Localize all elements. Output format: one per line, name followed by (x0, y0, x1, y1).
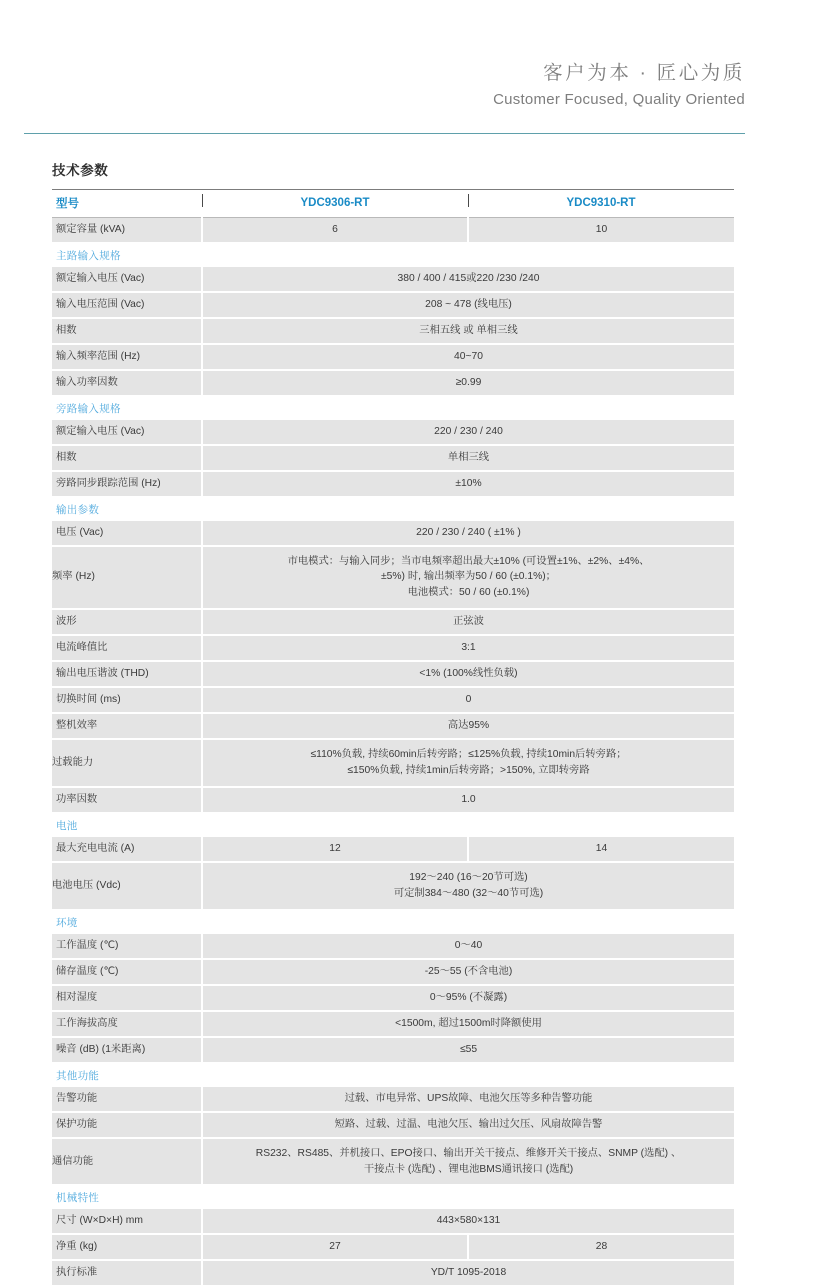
row-value: 443×580×131 (202, 1209, 734, 1234)
table-row (52, 985, 734, 1011)
model-name: YDC9310-RT (566, 197, 636, 209)
row-label: 噪音 (dB) (1米距离) (52, 1037, 202, 1063)
spec-table (52, 189, 734, 1287)
row-value-model-b: 28 (468, 1234, 734, 1260)
row-value: <1% (100%线性负载) (202, 661, 734, 687)
row-value-line: 192～240 (16～20节可选) (409, 871, 528, 883)
row-value (202, 1138, 734, 1186)
table-row (52, 687, 734, 713)
table-row (52, 1234, 734, 1260)
section-header-label: 电池 (52, 813, 734, 837)
table-row (52, 218, 734, 243)
row-value: 1.0 (202, 787, 734, 813)
row-value (202, 862, 734, 910)
row-value: 0 (202, 687, 734, 713)
row-value: YD/T 1095-2018 (202, 1260, 734, 1286)
table-row (52, 292, 734, 318)
table-row (52, 1087, 734, 1112)
table-row (52, 318, 734, 344)
section-header-row (52, 1063, 734, 1087)
row-value: 380 / 400 / 415或220 /230 /240 (202, 267, 734, 292)
row-label: 工作温度 (℃) (52, 934, 202, 959)
table-row (52, 609, 734, 635)
row-label: 波形 (52, 609, 202, 635)
section-header-row (52, 396, 734, 420)
row-label: 保护功能 (52, 1112, 202, 1138)
section-header-label: 环境 (52, 910, 734, 934)
row-value (202, 739, 734, 787)
row-value: 过载、市电异常、UPS故障、电池欠压等多种告警功能 (202, 1087, 734, 1112)
table-row (52, 546, 734, 610)
row-label: 尺寸 (W×D×H) mm (52, 1209, 202, 1234)
brand-tagline-en: Customer Focused, Quality Oriented (493, 91, 745, 109)
header-divider (24, 133, 745, 134)
row-label: 储存温度 (℃) (52, 959, 202, 985)
row-value: 0～40 (202, 934, 734, 959)
table-row (52, 1138, 734, 1186)
row-value-line: ±5%) 时, 输出频率为50 / 60 (±0.1%)； (381, 571, 556, 583)
row-label: 净重 (kg) (52, 1234, 202, 1260)
section-header-label: 机械特性 (52, 1185, 734, 1209)
table-row (52, 661, 734, 687)
row-label: 额定输入电压 (Vac) (52, 267, 202, 292)
row-label: 功率因数 (52, 787, 202, 813)
row-value-line: RS232、RS485、并机接口、EPO接口、输出开关干接点、维修开关干接点、SNMP (选配) 、 (255, 1147, 682, 1159)
model-name: YDC9306-RT (300, 197, 370, 209)
table-row (52, 1260, 734, 1286)
row-value: 208 ~ 478 (线电压) (202, 292, 734, 318)
table-row (52, 787, 734, 813)
page-title: 技术参数 (52, 163, 109, 178)
table-row (52, 837, 734, 862)
header-label: 型号 (52, 190, 202, 217)
table-row (52, 445, 734, 471)
section-header-label: 其他功能 (52, 1063, 734, 1087)
row-label: 相数 (52, 445, 202, 471)
header-model-a (202, 190, 468, 217)
section-header-row (52, 910, 734, 934)
row-value-line: 电池模式：50 / 60 (±0.1%) (407, 587, 530, 599)
table-row (52, 370, 734, 396)
row-value: 3:1 (202, 635, 734, 661)
row-value: 40~70 (202, 344, 734, 370)
row-value: ≥0.99 (202, 370, 734, 396)
row-value: 短路、过载、过温、电池欠压、输出过欠压、风扇故障告警 (202, 1112, 734, 1138)
row-value: 220 / 230 / 240 (202, 420, 734, 445)
row-value: 单相三线 (202, 445, 734, 471)
row-label: 相数 (52, 318, 202, 344)
row-value: 三相五线 或 单相三线 (202, 318, 734, 344)
spec-table-container (52, 189, 734, 1287)
header-model-b (468, 190, 734, 217)
table-row (52, 959, 734, 985)
table-row (52, 1112, 734, 1138)
row-label: 电压 (Vac) (52, 521, 202, 546)
row-label: 额定输入电压 (Vac) (52, 420, 202, 445)
table-row (52, 739, 734, 787)
row-value: <1500m, 超过1500m时降额使用 (202, 1011, 734, 1037)
section-header-row (52, 497, 734, 521)
row-value: 0～95% (不凝露) (202, 985, 734, 1011)
row-value-model-a: 27 (202, 1234, 468, 1260)
section-header-row (52, 1185, 734, 1209)
row-label: 输入电压范围 (Vac) (52, 292, 202, 318)
row-label: 相对湿度 (52, 985, 202, 1011)
row-label: 整机效率 (52, 713, 202, 739)
table-row (52, 267, 734, 292)
row-value-line: 市电模式：与输入同步；当市电频率超出最大±10% (可设置±1%、±2%、±4%、 (287, 555, 650, 567)
table-row (52, 471, 734, 497)
section-header-row (52, 243, 734, 267)
table-row (52, 1037, 734, 1063)
section-header-label: 主路输入规格 (52, 243, 734, 267)
row-value-line: ≤150%负载, 持续1min后转旁路；>150%, 立即转旁路 (347, 765, 590, 777)
row-value-line: 可定制384～480 (32～40节可选) (393, 887, 544, 899)
row-label: 输入频率范围 (Hz) (52, 344, 202, 370)
row-label: 通信功能 (52, 1138, 202, 1186)
row-label: 电流峰值比 (52, 635, 202, 661)
row-value-model-b: 14 (468, 837, 734, 862)
row-value: ±10% (202, 471, 734, 497)
table-row (52, 1011, 734, 1037)
row-value: 220 / 230 / 240 ( ±1% ) (202, 521, 734, 546)
table-row (52, 635, 734, 661)
table-header-row (52, 190, 734, 217)
section-header-label: 旁路输入规格 (52, 396, 734, 420)
row-value: 正弦波 (202, 609, 734, 635)
row-label: 工作海拔高度 (52, 1011, 202, 1037)
row-label: 切换时间 (ms) (52, 687, 202, 713)
row-label: 旁路同步跟踪范围 (Hz) (52, 471, 202, 497)
table-row (52, 713, 734, 739)
row-label: 频率 (Hz) (52, 546, 202, 610)
table-row (52, 344, 734, 370)
row-value-model-a: 6 (202, 218, 468, 243)
row-value: -25～55 (不含电池) (202, 959, 734, 985)
section-header-row (52, 813, 734, 837)
row-label: 输入功率因数 (52, 370, 202, 396)
row-label: 最大充电电流 (A) (52, 837, 202, 862)
column-separator-icon (468, 194, 469, 207)
table-row (52, 934, 734, 959)
table-row (52, 862, 734, 910)
row-value-model-b: 10 (468, 218, 734, 243)
table-row (52, 420, 734, 445)
row-label: 电池电压 (Vdc) (52, 862, 202, 910)
brand-tagline-cn: 客户为本 · 匠心为质 (543, 62, 745, 84)
table-row (52, 521, 734, 546)
row-value-model-a: 12 (202, 837, 468, 862)
row-value (202, 546, 734, 610)
section-header-label: 输出参数 (52, 497, 734, 521)
row-label: 额定容量 (kVA) (52, 218, 202, 243)
column-separator-icon (202, 194, 203, 207)
row-value-line: ≤110%负载, 持续60min后转旁路；≤125%负载, 持续10min后转旁路； (310, 749, 627, 761)
brand-header (493, 60, 745, 108)
row-label: 告警功能 (52, 1087, 202, 1112)
row-value: ≤55 (202, 1037, 734, 1063)
table-row (52, 1209, 734, 1234)
row-label: 过载能力 (52, 739, 202, 787)
row-value: 高达95% (202, 713, 734, 739)
row-label: 执行标准 (52, 1260, 202, 1286)
row-label: 输出电压谐波 (THD) (52, 661, 202, 687)
row-value-line: 干接点卡 (选配) 、锂电池BMS通讯接口 (选配) (363, 1163, 574, 1175)
